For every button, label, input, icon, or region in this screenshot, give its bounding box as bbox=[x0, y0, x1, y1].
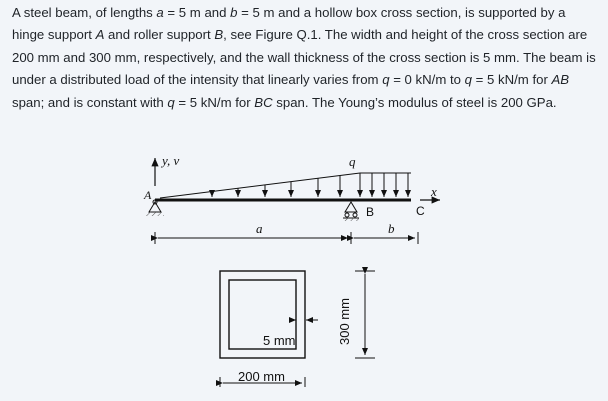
load-arrows bbox=[212, 173, 408, 197]
problem-statement: A steel beam, of lengths a = 5 m and b = 5 m and a hollow box cross section, is supported by a hinge support A and roller support B, see Figure Q.1. The width and height of the cross section are 200 mm and 300 mm, respectively, and the wall thickness of the cross section is 5 mm. The beam is under a distributed load of the intensity that linearly varies from q = 0 kN/m to q = 5 kN/m for AB span; and is constant with q = 5 kN/m for BC span. The Young’s modulus of steel is 200 GPa. bbox=[12, 5, 596, 110]
point-label-a: A bbox=[144, 188, 152, 202]
point-label-c: C bbox=[416, 204, 425, 218]
axis-label-x: x bbox=[431, 184, 437, 199]
width-label: 200 mm bbox=[238, 369, 285, 384]
dim-label-a: a bbox=[256, 221, 263, 236]
roller-support-b bbox=[343, 202, 359, 221]
load-slope-line bbox=[160, 173, 360, 198]
hinge-support-a bbox=[146, 200, 164, 216]
thickness-label: 5 mm bbox=[263, 333, 296, 348]
dim-label-b: b bbox=[388, 221, 395, 236]
height-label: 300 mm bbox=[337, 298, 352, 345]
load-label-q: q bbox=[349, 154, 356, 169]
point-label-b: B bbox=[366, 205, 375, 219]
axis-label-yv: y, v bbox=[162, 153, 180, 168]
